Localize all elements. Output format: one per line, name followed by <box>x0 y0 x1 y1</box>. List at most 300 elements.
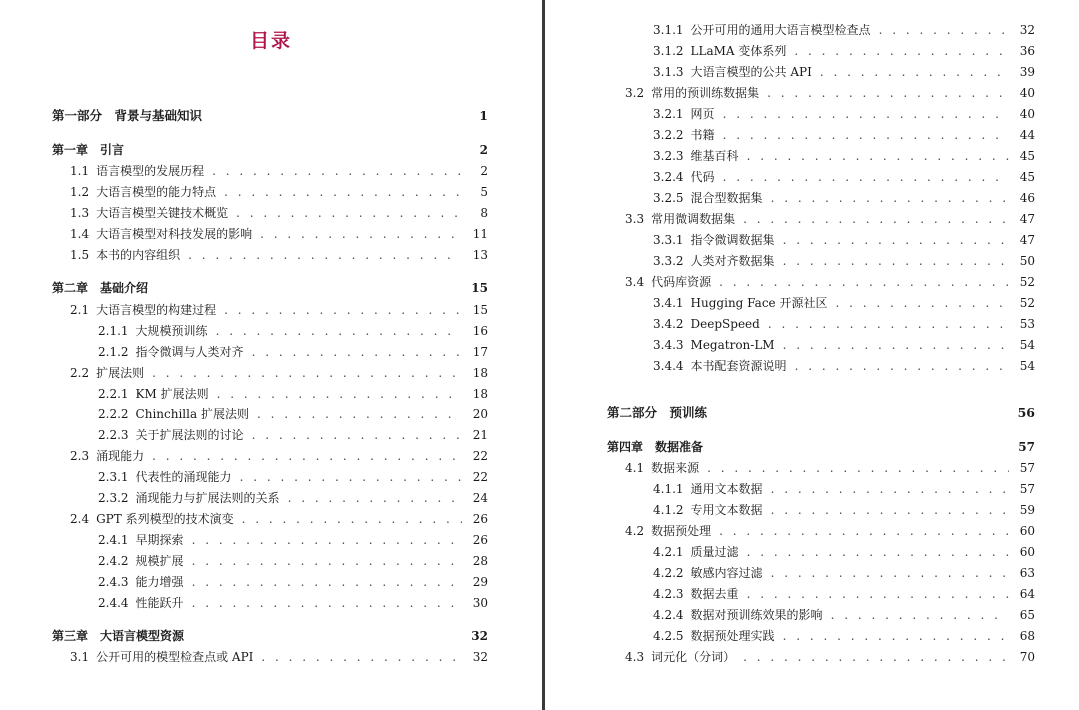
toc-entry-label <box>98 531 184 549</box>
toc-entry-label <box>653 357 787 375</box>
toc-entry-number: 3.2.3 <box>653 149 684 163</box>
toc-entry-number: 2.3.1 <box>98 470 129 484</box>
toc-entry-chapter[interactable] <box>607 438 1035 456</box>
toc-entry-subsection[interactable] <box>653 42 1035 60</box>
toc-entry-text: Hugging Face 开源社区 <box>690 296 828 310</box>
toc-entry-text: 数据预处理 <box>651 524 712 538</box>
toc-entry-chapter[interactable] <box>52 141 488 159</box>
toc-entry-number: 1.5 <box>70 248 90 262</box>
toc-entry-text: 规模扩展 <box>135 554 184 568</box>
toc-entry-chapter[interactable] <box>52 279 488 297</box>
toc-entry-subsection[interactable] <box>98 573 488 591</box>
toc-entry-text: 涌现能力与扩展法则的关系 <box>135 491 280 505</box>
toc-entry-text: 大语言模型的能力特点 <box>96 185 217 199</box>
toc-entry-text: 网页 <box>690 107 715 121</box>
toc-entry-section[interactable] <box>625 459 1035 477</box>
toc-page-number: 11 <box>472 227 488 241</box>
toc-entry-section[interactable] <box>625 648 1035 666</box>
toc-entry-label <box>653 336 775 354</box>
dot-leader <box>835 294 1009 312</box>
toc-entry-subsection[interactable] <box>98 426 488 444</box>
dot-leader <box>771 480 1009 498</box>
toc-entry-number: 3.1 <box>70 650 90 664</box>
toc-entry-label <box>70 301 216 319</box>
toc-entry-number: 1.4 <box>70 227 90 241</box>
toc-entry-subsection[interactable] <box>653 543 1035 561</box>
toc-entry-subsection[interactable] <box>653 168 1035 186</box>
toc-entry-label <box>653 564 763 582</box>
toc-entry-subsection[interactable] <box>98 405 488 423</box>
dot-leader <box>820 63 1009 81</box>
toc-entry-label <box>52 141 124 159</box>
dot-leader <box>257 405 462 423</box>
toc-page-number: 1 <box>479 108 488 123</box>
dot-leader <box>719 522 1009 540</box>
toc-entry-text: 书籍 <box>690 128 715 142</box>
toc-entry-subsection[interactable] <box>653 294 1035 312</box>
toc-entry-number: 4.1.2 <box>653 503 684 517</box>
toc-entry-label <box>653 315 760 333</box>
toc-entry-text: 专用文本数据 <box>690 503 763 517</box>
toc-page-number: 22 <box>472 449 488 463</box>
toc-entry-text: 敏感内容过滤 <box>690 566 763 580</box>
toc-page-number: 40 <box>1019 86 1035 100</box>
toc-page-number: 15 <box>471 281 488 295</box>
toc-entry-label <box>98 426 244 444</box>
toc-page-number: 64 <box>1019 587 1035 601</box>
toc-entry-subsection[interactable] <box>653 336 1035 354</box>
toc-entry-text: 数据去重 <box>690 587 739 601</box>
toc-entry-label <box>52 627 184 645</box>
toc-entry-subsection[interactable] <box>653 189 1035 207</box>
page-title: 目录 <box>249 30 292 52</box>
dot-leader <box>192 594 462 612</box>
toc-entry-label <box>653 627 775 645</box>
dot-leader <box>771 501 1009 519</box>
toc-entry-text: 大语言模型的构建过程 <box>96 303 217 317</box>
toc-page-number: 2 <box>479 143 488 157</box>
toc-page-number: 5 <box>480 185 488 199</box>
dot-leader <box>783 231 1009 249</box>
dot-leader <box>719 273 1009 291</box>
toc-entry-subsection[interactable] <box>98 552 488 570</box>
toc-entry-number: 3.4.4 <box>653 359 684 373</box>
dot-leader <box>152 447 462 465</box>
toc-entry-label <box>653 105 715 123</box>
toc-entry-label <box>70 648 253 666</box>
dot-leader <box>743 648 1009 666</box>
toc-entry-text: 大语言模型的公共 API <box>690 65 812 79</box>
toc-entry-number: 4.2.3 <box>653 587 684 601</box>
toc-entry-text: 常用微调数据集 <box>651 212 736 226</box>
dot-leader <box>794 42 1009 60</box>
toc-page-number: 46 <box>1019 191 1035 205</box>
toc-page-number: 52 <box>1019 275 1035 289</box>
toc-page-number: 21 <box>472 428 488 442</box>
toc-entry-subsection[interactable] <box>653 585 1035 603</box>
toc-entry-number: 2.1.2 <box>98 345 129 359</box>
toc-page-number: 28 <box>472 554 488 568</box>
toc-entry-number: 4.2.2 <box>653 566 684 580</box>
toc-page-number: 45 <box>1019 170 1035 184</box>
toc-page-number: 26 <box>472 512 488 526</box>
toc-entry-text: 数据预处理实践 <box>690 629 775 643</box>
toc-entry-subsection[interactable] <box>653 21 1035 39</box>
toc-entry-subsection[interactable] <box>653 501 1035 519</box>
toc-entry-label <box>98 573 184 591</box>
toc-page-number: 17 <box>472 345 488 359</box>
dot-leader <box>771 564 1009 582</box>
toc-entry-number: 2.2 <box>70 366 90 380</box>
toc-entry-text: 关于扩展法则的讨论 <box>135 428 244 442</box>
toc-entry-label <box>70 246 180 264</box>
dot-leader <box>707 459 1009 477</box>
toc-entry-number: 3.4 <box>625 275 645 289</box>
dot-leader <box>217 385 462 403</box>
dot-leader <box>240 468 462 486</box>
dot-leader <box>152 364 462 382</box>
toc-page-number: 22 <box>472 470 488 484</box>
toc-entry-text: 第二部分 预训练 <box>607 405 708 420</box>
toc-entry-section[interactable] <box>70 447 488 465</box>
toc-page-number: 52 <box>1019 296 1035 310</box>
toc-entry-number: 2.4.1 <box>98 533 129 547</box>
toc-entry-text: 扩展法则 <box>96 366 145 380</box>
toc-page-number: 32 <box>1019 23 1035 37</box>
toc-entry-text: 能力增强 <box>135 575 184 589</box>
toc-entry-number: 3.4.2 <box>653 317 684 331</box>
toc-entry-number: 3.1.2 <box>653 44 684 58</box>
toc-entry-section[interactable] <box>70 246 488 264</box>
toc-entry-label <box>98 385 209 403</box>
toc-entry-text: 大规模预训练 <box>135 324 208 338</box>
toc-page-number: 24 <box>472 491 488 505</box>
toc-page-number: 57 <box>1018 440 1035 454</box>
toc-page-number: 36 <box>1019 44 1035 58</box>
toc-entry-subsection[interactable] <box>653 147 1035 165</box>
toc-entry-label <box>98 468 232 486</box>
toc-entry-subsection[interactable] <box>653 357 1035 375</box>
toc-entry-text: 代码 <box>690 170 715 184</box>
toc-entry-text: 本书配套资源说明 <box>690 359 787 373</box>
toc-entry-text: 本书的内容组织 <box>96 248 181 262</box>
toc-entry-section[interactable] <box>70 204 488 222</box>
toc-entry-label <box>653 21 871 39</box>
dot-leader <box>236 204 462 222</box>
toc-entry-text: 人类对齐数据集 <box>690 254 775 268</box>
toc-entry-label <box>653 147 739 165</box>
dot-leader <box>771 189 1009 207</box>
toc-entry-section[interactable] <box>70 301 488 319</box>
toc-page-number: 20 <box>472 407 488 421</box>
toc-entry-label <box>52 107 202 125</box>
toc-entry-subsection[interactable] <box>653 564 1035 582</box>
toc-entry-text: 性能跃升 <box>135 596 184 610</box>
toc-page-number: 30 <box>472 596 488 610</box>
toc-entry-number: 3.1.3 <box>653 65 684 79</box>
toc-page-number: 39 <box>1019 65 1035 79</box>
toc-page-number: 57 <box>1019 461 1035 475</box>
toc-entry-label <box>625 459 699 477</box>
dot-leader <box>192 573 462 591</box>
toc-entry-section[interactable] <box>625 522 1035 540</box>
dot-leader <box>723 126 1009 144</box>
toc-entry-text: 第一章 引言 <box>52 143 125 157</box>
toc-entry-text: 数据对预训练效果的影响 <box>690 608 823 622</box>
toc-entry-subsection[interactable] <box>98 531 488 549</box>
dot-leader <box>212 162 462 180</box>
toc-entry-subsection[interactable] <box>653 480 1035 498</box>
toc-entry-label <box>653 585 739 603</box>
toc-entry-subsection[interactable] <box>653 63 1035 81</box>
toc-entry-section[interactable] <box>625 210 1035 228</box>
toc-entry-section[interactable] <box>70 364 488 382</box>
toc-entry-number: 3.2.1 <box>653 107 684 121</box>
toc-entry-label <box>607 404 707 422</box>
toc-entry-label <box>607 438 703 456</box>
dot-leader <box>831 606 1009 624</box>
toc-entry-text: 语言模型的发展历程 <box>96 164 205 178</box>
toc-entry-label <box>52 279 148 297</box>
toc-entry-label <box>98 322 208 340</box>
toc-entry-label <box>653 168 715 186</box>
dot-leader <box>216 322 462 340</box>
toc-entry-part[interactable] <box>52 107 488 125</box>
toc-entry-label <box>625 273 711 291</box>
dot-leader <box>723 105 1009 123</box>
toc-entry-text: GPT 系列模型的技术演变 <box>96 512 234 526</box>
toc-entry-label <box>625 648 735 666</box>
toc-page-number: 45 <box>1019 149 1035 163</box>
toc-entry-text: 公开可用的通用大语言模型检查点 <box>690 23 871 37</box>
toc-entry-text: 大语言模型关键技术概览 <box>96 206 229 220</box>
toc-entry-text: 涌现能力 <box>96 449 145 463</box>
toc-entry-label <box>98 343 244 361</box>
dot-leader <box>747 147 1009 165</box>
dot-leader <box>767 84 1009 102</box>
toc-entry-label <box>653 606 823 624</box>
toc-entry-subsection[interactable] <box>653 315 1035 333</box>
dot-leader <box>224 301 462 319</box>
toc-entry-label <box>98 405 249 423</box>
toc-entry-label <box>653 189 763 207</box>
toc-entry-label <box>98 594 184 612</box>
toc-entry-subsection[interactable] <box>653 606 1035 624</box>
toc-entry-label <box>625 522 711 540</box>
toc-page-number: 15 <box>472 303 488 317</box>
dot-leader <box>188 246 462 264</box>
toc-page-number: 53 <box>1019 317 1035 331</box>
toc-entry-number: 3.2.5 <box>653 191 684 205</box>
toc-page-number: 16 <box>472 324 488 338</box>
toc-page-number: 18 <box>472 387 488 401</box>
toc-entry-section[interactable] <box>70 183 488 201</box>
dot-leader <box>242 510 462 528</box>
toc-entry-number: 4.3 <box>625 650 645 664</box>
toc-entry-number: 4.2.1 <box>653 545 684 559</box>
toc-entry-text: 第四章 数据准备 <box>607 440 704 454</box>
toc-entry-text: DeepSpeed <box>690 317 760 331</box>
toc-page-number: 8 <box>480 206 488 220</box>
toc-entry-subsection[interactable] <box>98 489 488 507</box>
toc-entry-text: 指令微调与人类对齐 <box>135 345 244 359</box>
dot-leader <box>879 21 1009 39</box>
toc-entry-text: 数据来源 <box>651 461 700 475</box>
toc-entry-label <box>653 501 763 519</box>
toc-entry-subsection[interactable] <box>653 627 1035 645</box>
dot-leader <box>261 648 462 666</box>
toc-entry-number: 2.1.1 <box>98 324 129 338</box>
toc-page-number: 26 <box>472 533 488 547</box>
toc-entry-text: 维基百科 <box>690 149 739 163</box>
toc-page-number: 54 <box>1019 338 1035 352</box>
toc-entry-text: KM 扩展法则 <box>135 387 209 401</box>
toc-entry-number: 3.4.3 <box>653 338 684 352</box>
dot-leader <box>743 210 1009 228</box>
toc-entry-label <box>653 543 739 561</box>
toc-page-number: 32 <box>472 650 488 664</box>
toc-entry-label <box>653 252 775 270</box>
toc-entry-label <box>653 126 715 144</box>
toc-entry-label <box>70 225 252 243</box>
toc-entry-number: 2.3.2 <box>98 491 129 505</box>
toc-entry-text: 第二章 基础介绍 <box>52 281 149 295</box>
toc-entry-text: Megatron-LM <box>690 338 775 352</box>
toc-entry-number: 3.3 <box>625 212 645 226</box>
toc-page-number: 50 <box>1019 254 1035 268</box>
toc-page-number: 54 <box>1019 359 1035 373</box>
toc-entry-label <box>653 42 786 60</box>
toc-entry-text: 混合型数据集 <box>690 191 763 205</box>
dot-leader <box>783 252 1009 270</box>
toc-entry-number: 4.1.1 <box>653 482 684 496</box>
toc-entry-label <box>70 364 144 382</box>
toc-entry-section[interactable] <box>625 84 1035 102</box>
dot-leader <box>768 315 1009 333</box>
right-page <box>545 0 1079 710</box>
toc-entry-subsection[interactable] <box>653 252 1035 270</box>
toc-entry-number: 2.4.2 <box>98 554 129 568</box>
toc-entry-text: 大语言模型对科技发展的影响 <box>96 227 253 241</box>
toc-entry-subsection[interactable] <box>653 231 1035 249</box>
toc-entry-label <box>625 210 735 228</box>
dot-leader <box>224 183 462 201</box>
toc-page-number: 40 <box>1019 107 1035 121</box>
toc-entry-number: 4.2.5 <box>653 629 684 643</box>
toc-page-number: 47 <box>1019 233 1035 247</box>
toc-entry-label <box>653 480 763 498</box>
toc-entry-number: 1.1 <box>70 164 90 178</box>
toc-entry-number: 3.2.2 <box>653 128 684 142</box>
dot-leader <box>252 426 462 444</box>
toc-entry-subsection[interactable] <box>98 594 488 612</box>
toc-entry-number: 2.1 <box>70 303 90 317</box>
toc-page-number: 47 <box>1019 212 1035 226</box>
toc-entry-label <box>70 183 216 201</box>
toc-page-number: 13 <box>472 248 488 262</box>
toc-entry-text: 公开可用的模型检查点或 API <box>96 650 254 664</box>
toc-page-number: 29 <box>472 575 488 589</box>
toc-page-number: 18 <box>472 366 488 380</box>
toc-entry-section[interactable] <box>625 273 1035 291</box>
toc-page-number: 2 <box>480 164 488 178</box>
toc-entry-text: 第三章 大语言模型资源 <box>52 629 185 643</box>
toc-entry-subsection[interactable] <box>653 126 1035 144</box>
toc-entry-text: 通用文本数据 <box>690 482 763 496</box>
toc-entry-number: 2.4.3 <box>98 575 129 589</box>
toc-entry-number: 3.1.1 <box>653 23 684 37</box>
toc-entry-section[interactable] <box>70 225 488 243</box>
toc-entry-label <box>653 294 827 312</box>
toc-page-number: 44 <box>1019 128 1035 142</box>
toc-entry-text: 词元化（分词） <box>651 650 736 664</box>
dot-leader <box>192 552 462 570</box>
toc-entry-number: 2.2.3 <box>98 428 129 442</box>
dot-leader <box>747 543 1009 561</box>
toc-entry-section[interactable] <box>70 162 488 180</box>
toc-entry-label <box>98 489 280 507</box>
toc-entry-subsection[interactable] <box>98 385 488 403</box>
toc-entry-text: 早期探索 <box>135 533 184 547</box>
toc-entry-text: 代码库资源 <box>651 275 712 289</box>
toc-entry-label <box>70 510 234 528</box>
toc-entry-number: 2.4 <box>70 512 90 526</box>
toc-entry-number: 2.4.4 <box>98 596 129 610</box>
toc-entry-label <box>625 84 759 102</box>
toc-entry-number: 3.3.1 <box>653 233 684 247</box>
toc-entry-subsection[interactable] <box>98 322 488 340</box>
toc-entry-part[interactable] <box>607 404 1035 422</box>
toc-page-number: 59 <box>1019 503 1035 517</box>
toc-entry-number: 2.2.2 <box>98 407 129 421</box>
toc-page-number: 63 <box>1019 566 1035 580</box>
toc-page-number: 65 <box>1019 608 1035 622</box>
toc-entry-label <box>70 447 144 465</box>
toc-page-number: 32 <box>471 629 488 643</box>
toc-entry-section[interactable] <box>70 510 488 528</box>
toc-page-number: 56 <box>1017 405 1035 420</box>
toc-entry-number: 4.2.4 <box>653 608 684 622</box>
dot-leader <box>747 585 1009 603</box>
toc-page-number: 70 <box>1019 650 1035 664</box>
toc-page-number: 60 <box>1019 545 1035 559</box>
dot-leader <box>288 489 462 507</box>
dot-leader <box>783 336 1009 354</box>
toc-entry-section[interactable] <box>70 648 488 666</box>
dot-leader <box>192 531 462 549</box>
toc-entry-subsection[interactable] <box>98 468 488 486</box>
toc-entry-chapter[interactable] <box>52 627 488 645</box>
toc-entry-subsection[interactable] <box>653 105 1035 123</box>
toc-entry-label <box>70 204 228 222</box>
dot-leader <box>783 627 1009 645</box>
toc-entry-text: 指令微调数据集 <box>690 233 775 247</box>
toc-entry-label <box>70 162 204 180</box>
toc-entry-text: 代表性的涌现能力 <box>135 470 232 484</box>
toc-entry-text: Chinchilla 扩展法则 <box>135 407 249 421</box>
toc-entry-label <box>653 231 775 249</box>
toc-entry-number: 1.3 <box>70 206 90 220</box>
dot-leader <box>260 225 462 243</box>
toc-entry-number: 4.2 <box>625 524 645 538</box>
toc-entry-number: 4.1 <box>625 461 645 475</box>
toc-entry-subsection[interactable] <box>98 343 488 361</box>
toc-page-number: 68 <box>1019 629 1035 643</box>
toc-entry-number: 3.4.1 <box>653 296 684 310</box>
dot-leader <box>723 168 1009 186</box>
toc-page-number: 57 <box>1019 482 1035 496</box>
toc-entry-text: 常用的预训练数据集 <box>651 86 760 100</box>
